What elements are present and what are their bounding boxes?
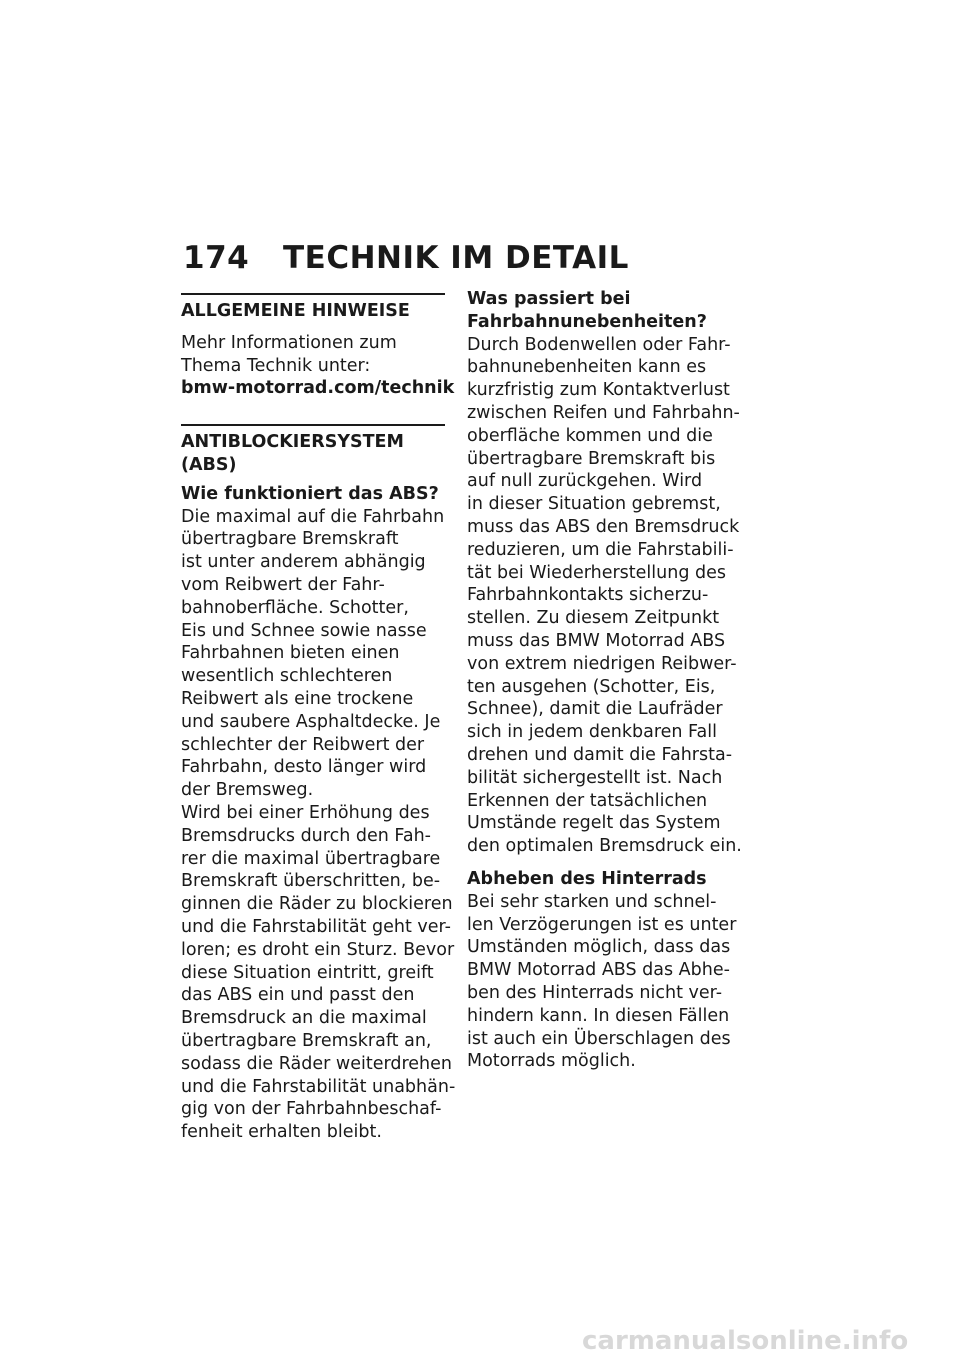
text-line: Fahrbahnen bieten einen	[181, 643, 400, 664]
text-line: diese Situation eintritt, greift	[181, 962, 434, 983]
text-line: und die Fahrstabilität geht ver-	[181, 916, 451, 937]
text-line: sodass die Räder weiterdrehen	[181, 1053, 452, 1074]
technik-link[interactable]: bmw-motorrad.com/technik	[181, 378, 455, 399]
text-line: muss das BMW Motorrad ABS	[467, 630, 726, 651]
text-line: drehen und damit die Fahrsta-	[467, 744, 733, 765]
text-line: Umständen möglich, dass das	[467, 937, 731, 958]
subheading-how-abs-works: Wie funktioniert das ABS?	[181, 483, 439, 504]
page-title: TECHNIK IM DETAIL	[283, 240, 629, 276]
text-line: Schnee), damit die Laufräder	[467, 699, 723, 720]
text-line: vom Reibwert der Fahr-	[181, 574, 385, 595]
watermark: carmanualsonline.info	[582, 1326, 909, 1356]
text-line: Bremsdrucks durch den Fah-	[181, 825, 431, 846]
text-line: oberfläche kommen und die	[467, 425, 713, 446]
paragraph-how-2	[181, 802, 456, 1144]
text-line: Motorrads möglich.	[467, 1051, 636, 1072]
text-line: sich in jedem denkbaren Fall	[467, 722, 717, 743]
page-header	[183, 240, 629, 276]
text-line: Umstände regelt das System	[467, 813, 721, 834]
heading-line: Was passiert bei	[467, 289, 631, 309]
text-line: muss das ABS den Bremsdruck	[467, 516, 740, 537]
paragraph-how-1	[181, 506, 451, 802]
heading-line: (ABS)	[181, 454, 237, 475]
text-line: und die Fahrstabilität unabhän-	[181, 1076, 456, 1097]
text-line: ben des Hinterrads nicht ver-	[467, 982, 723, 1003]
page-number: 174	[183, 240, 250, 276]
text-line: Fahrbahnkontakts sicherzu-	[467, 585, 709, 606]
text-line: fenheit erhalten bleibt.	[181, 1122, 382, 1143]
heading-line: ANTIBLOCKIERSYSTEM	[181, 432, 404, 453]
text-line: Wird bei einer Erhöhung des	[181, 802, 430, 823]
text-line: Erkennen der tatsächlichen	[467, 790, 708, 811]
text-line: Durch Bodenwellen oder Fahr-	[467, 334, 731, 355]
text-line: bilität sichergestellt ist. Nach	[467, 767, 723, 788]
text-line: schlechter der Reibwert der	[181, 734, 425, 755]
text-line: tät bei Wiederherstellung des	[467, 562, 726, 583]
text-line: das ABS ein und passt den	[181, 985, 415, 1006]
text-line: ginnen die Räder zu blockieren	[181, 894, 453, 915]
text-line: len Verzögerungen ist es unter	[467, 914, 737, 935]
text-line: Bei sehr starken und schnel-	[467, 891, 717, 912]
text-line: reduzieren, um die Fahrstabili-	[467, 539, 734, 560]
section-heading-abs	[181, 424, 445, 477]
text-line: Thema Technik unter:	[181, 355, 371, 376]
right-column	[467, 288, 742, 1073]
text-line: rer die maximal übertragbare	[181, 848, 441, 869]
text-line: hindern kann. In diesen Fällen	[467, 1005, 730, 1026]
text-line: Fahrbahn, desto länger wird	[181, 757, 427, 778]
left-column	[181, 293, 456, 1144]
text-line: bahnunebenheiten kann es	[467, 357, 707, 378]
text-line: ten ausgehen (Schotter, Eis,	[467, 676, 716, 697]
text-line: kurzfristig zum Kontaktverlust	[467, 380, 730, 401]
text-line: den optimalen Bremsdruck ein.	[467, 836, 742, 857]
text-line: Reibwert als eine trockene	[181, 688, 414, 709]
text-line: Mehr Informationen zum	[181, 332, 397, 353]
text-line: auf null zurückgehen. Wird	[467, 471, 703, 492]
text-line: wesentlich schlechteren	[181, 666, 393, 687]
text-line: Die maximal auf die Fahrbahn	[181, 506, 445, 527]
text-line: gig von der Fahrbahnbeschaf-	[181, 1099, 442, 1120]
text-line: bahnoberfläche. Schotter,	[181, 597, 409, 618]
text-line: Bremsdruck an die maximal	[181, 1008, 427, 1029]
subheading-rear-wheel-lift: Abheben des Hinterrads	[467, 868, 707, 889]
text-line: und saubere Asphaltdecke. Je	[181, 711, 441, 732]
text-line: in dieser Situation gebremst,	[467, 494, 721, 515]
text-line: der Bremsweg.	[181, 780, 314, 801]
subheading-uneven-road	[467, 288, 742, 334]
text-line: übertragbare Bremskraft bis	[467, 448, 716, 469]
text-line: ist auch ein Überschlagen des	[467, 1028, 731, 1049]
text-line: loren; es droht ein Sturz. Bevor	[181, 939, 455, 960]
text-line: BMW Motorrad ABS das Abhe-	[467, 960, 730, 981]
text-line: übertragbare Bremskraft	[181, 529, 399, 550]
section-heading-general: ALLGEMEINE HINWEISE	[181, 293, 445, 323]
heading-line: Fahrbahnunebenheiten?	[467, 311, 707, 332]
paragraph-rear-wheel-lift	[467, 891, 742, 1073]
text-line: Bremskraft überschritten, be-	[181, 871, 441, 892]
text-line: von extrem niedrigen Reibwer-	[467, 653, 737, 674]
text-line: stellen. Zu diesem Zeitpunkt	[467, 608, 720, 629]
general-text	[181, 332, 455, 400]
text-line: ist unter anderem abhängig	[181, 552, 426, 573]
text-line: Eis und Schnee sowie nasse	[181, 620, 427, 641]
text-line: übertragbare Bremskraft an,	[181, 1030, 432, 1051]
text-line: zwischen Reifen und Fahrbahn-	[467, 402, 740, 423]
paragraph-uneven-road	[467, 334, 742, 858]
spacer	[467, 858, 742, 868]
spacer	[181, 400, 451, 424]
